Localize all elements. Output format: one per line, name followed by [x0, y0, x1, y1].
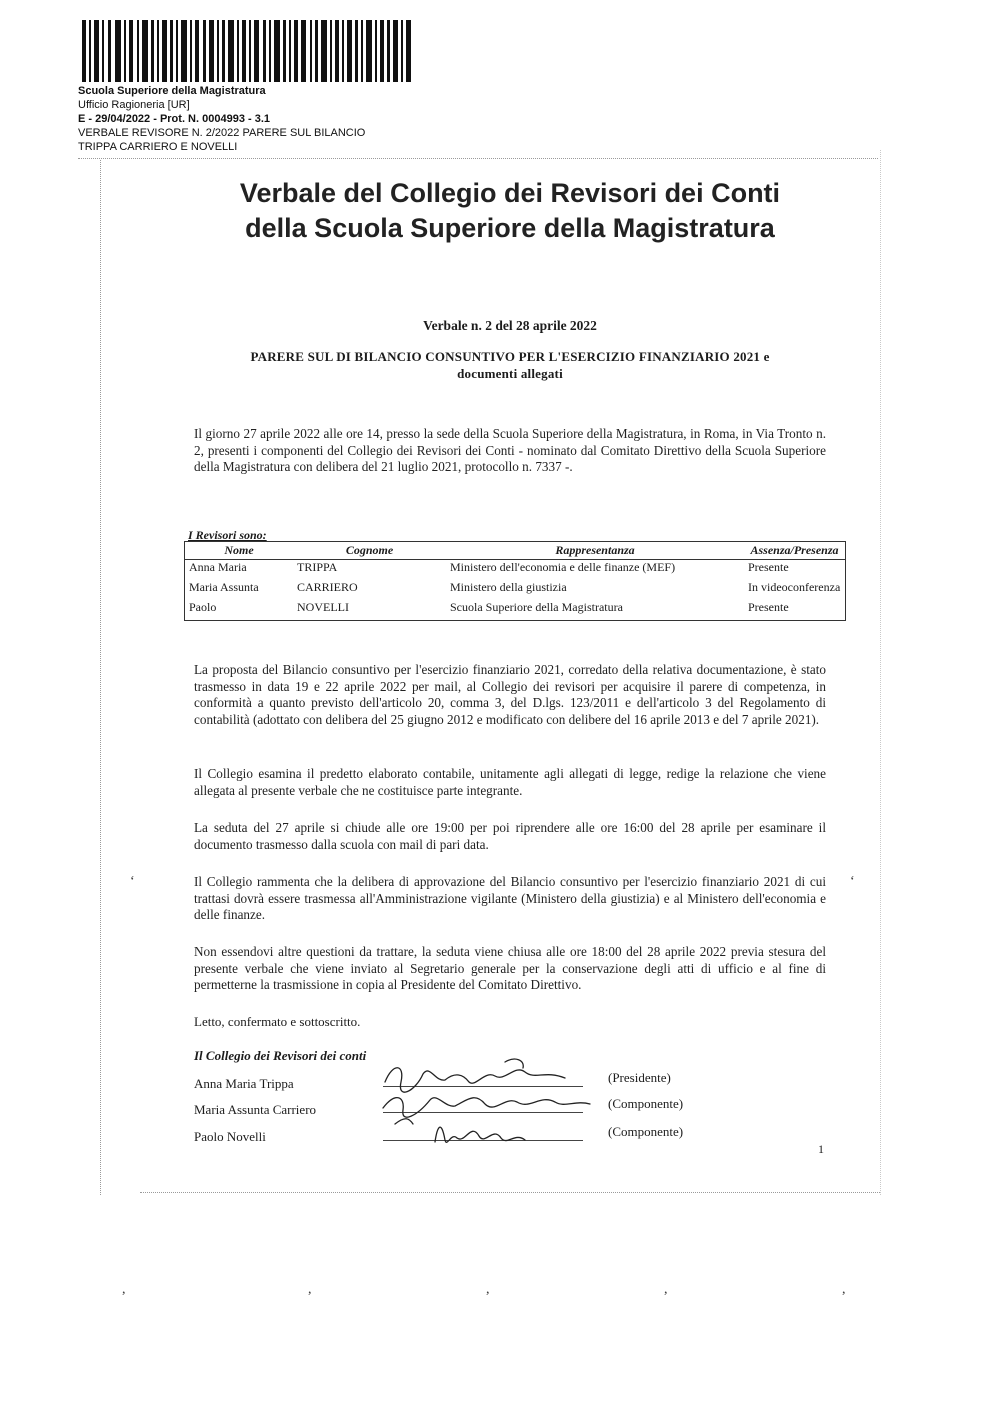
subject-line-2: documenti allegati	[457, 366, 563, 381]
cell-cognome: TRIPPA	[297, 560, 338, 574]
document-title	[130, 176, 890, 246]
table-row	[185, 560, 846, 581]
signatory-role: (Presidente)	[608, 1070, 671, 1085]
scan-mark: ,	[842, 1282, 846, 1297]
cell-presenza: In videoconferenza	[748, 580, 841, 594]
cell-presenza: Presente	[748, 600, 789, 614]
scan-mark: ,	[486, 1282, 490, 1297]
cell-nome: Maria Assunta	[189, 580, 259, 594]
cell-rappresentanza: Ministero della giustizia	[450, 580, 567, 594]
table-header-row	[185, 542, 846, 560]
cell-nome: Anna Maria	[189, 560, 247, 574]
header-cognome: Cognome	[293, 542, 446, 560]
stamp-names: TRIPPA CARRIERO E NOVELLI	[78, 141, 238, 153]
signatory-name: Maria Assunta Carriero	[194, 1102, 317, 1117]
paragraph-trasmissione: Il Collegio rammenta che la delibera di approvazione del Bilancio consuntivo per l'esercizio finanziario 2021 di cui trattasi dovrà essere trasmessa all'Amministrazione vigilante (Ministero della giustizia) e al Ministero dell'economia e delle finanze.	[194, 874, 826, 922]
scan-mark: ,	[122, 1282, 126, 1297]
barcode	[82, 20, 412, 82]
cell-rappresentanza: Scuola Superiore della Magistratura	[450, 600, 623, 614]
paragraph-seduta: La seduta del 27 aprile si chiude alle ore 19:00 per poi riprendere alle ore 16:00 del 28 aprile per esaminare il documento trasmesso dalla scuola con mail di pari data.	[194, 820, 826, 852]
table-row	[185, 580, 846, 600]
intro-paragraph: Il giorno 27 aprile 2022 alle ore 14, presso la sede della Scuola Superiore della Magistratura, in Roma, in Via Tronto n. 2, presenti i componenti del Collegio dei Revisori dei Conti - nominato dal Comitato Direttivo della Scuola Superiore della Magistratura con delibera del 21 luglio 2021, protocollo n. 7337 -.	[194, 426, 826, 474]
cell-cognome: CARRIERO	[297, 580, 358, 594]
stamp-subject: VERBALE REVISORE N. 2/2022 PARERE SUL BILANCIO	[78, 127, 366, 139]
page-number: 1	[818, 1142, 824, 1156]
title-line-2: della Scuola Superiore della Magistratura	[245, 213, 775, 243]
header-nome: Nome	[185, 542, 294, 560]
cell-rappresentanza: Ministero dell'economia e delle finanze (MEF)	[450, 560, 676, 574]
handwritten-signatures	[375, 1052, 615, 1157]
frame-left-border	[100, 160, 101, 1195]
table-row	[185, 600, 846, 621]
title-line-1: Verbale del Collegio dei Revisori dei Conti	[239, 178, 781, 208]
subject-line-1: PARERE SUL DI BILANCIO CONSUNTIVO PER L'ESERCIZIO FINANZIARIO 2021 e	[250, 349, 770, 364]
frame-top-border	[78, 158, 878, 159]
paragraph-proposta: La proposta del Bilancio consuntivo per l'esercizio finanziario 2021, corredato della relativa documentazione, è stato trasmesso in data 19 e 22 aprile 2022 per mail, al Collegio dei revisori per acquisire il parere di competenza, in conformità a quanto previsto dell'articolo 20, comma 3, del D.lgs. 123/2011 e dell'articolo 3 del Regolamento di contabilità (adottato con delibera del 25 giugno 2012 e modificato con delibere del 16 aprile 2013 e del 7 aprile 2021).	[194, 662, 826, 727]
cell-nome: Paolo	[189, 600, 217, 614]
closing-formula: Letto, confermato e sottoscritto.	[194, 1014, 361, 1029]
signatory-role: (Componente)	[608, 1096, 684, 1111]
collegio-label: Il Collegio dei Revisori dei conti	[194, 1048, 367, 1063]
signatory-name: Paolo Novelli	[194, 1129, 266, 1144]
scan-mark: ‘	[130, 874, 135, 889]
signatory-role: (Componente)	[608, 1124, 684, 1139]
protocol-stamp	[78, 84, 365, 154]
frame-bottom-border	[140, 1192, 880, 1193]
cell-cognome: NOVELLI	[297, 600, 349, 614]
header-rappresentanza: Rappresentanza	[446, 542, 744, 560]
paragraph-esame: Il Collegio esamina il predetto elaborato contabile, unitamente agli allegati di legge, redige la relazione che viene allegata al presente verbale che ne costituisce parte integrante.	[194, 766, 826, 798]
stamp-office: Ufficio Ragioneria [UR]	[78, 99, 190, 111]
scan-mark: ‘	[850, 874, 855, 889]
frame-right-border	[880, 150, 881, 1195]
cell-presenza: Presente	[748, 560, 789, 574]
revisori-label: I Revisori sono:	[188, 528, 267, 542]
stamp-institution: Scuola Superiore della Magistratura	[78, 85, 266, 97]
scan-mark: ,	[664, 1282, 668, 1297]
header-presenza: Assenza/Presenza	[744, 542, 846, 560]
subject-heading	[190, 348, 830, 382]
paragraph-chiusura: Non essendovi altre questioni da trattare, la seduta viene chiusa alle ore 18:00 del 28 aprile 2022 previa stesura del presente verbale che viene inviato al Segretario generale per la conservazione degli atti di ufficio e al fine di permetterne la trasmissione in copia al Presidente del Comitato Direttivo.	[194, 944, 826, 992]
verbale-number: Verbale n. 2 del 28 aprile 2022	[423, 318, 597, 333]
revisori-table	[184, 541, 846, 621]
stamp-protocol: E - 29/04/2022 - Prot. N. 0004993 - 3.1	[78, 113, 271, 125]
signatory-name: Anna Maria Trippa	[194, 1076, 294, 1091]
scan-mark: ,	[308, 1282, 312, 1297]
